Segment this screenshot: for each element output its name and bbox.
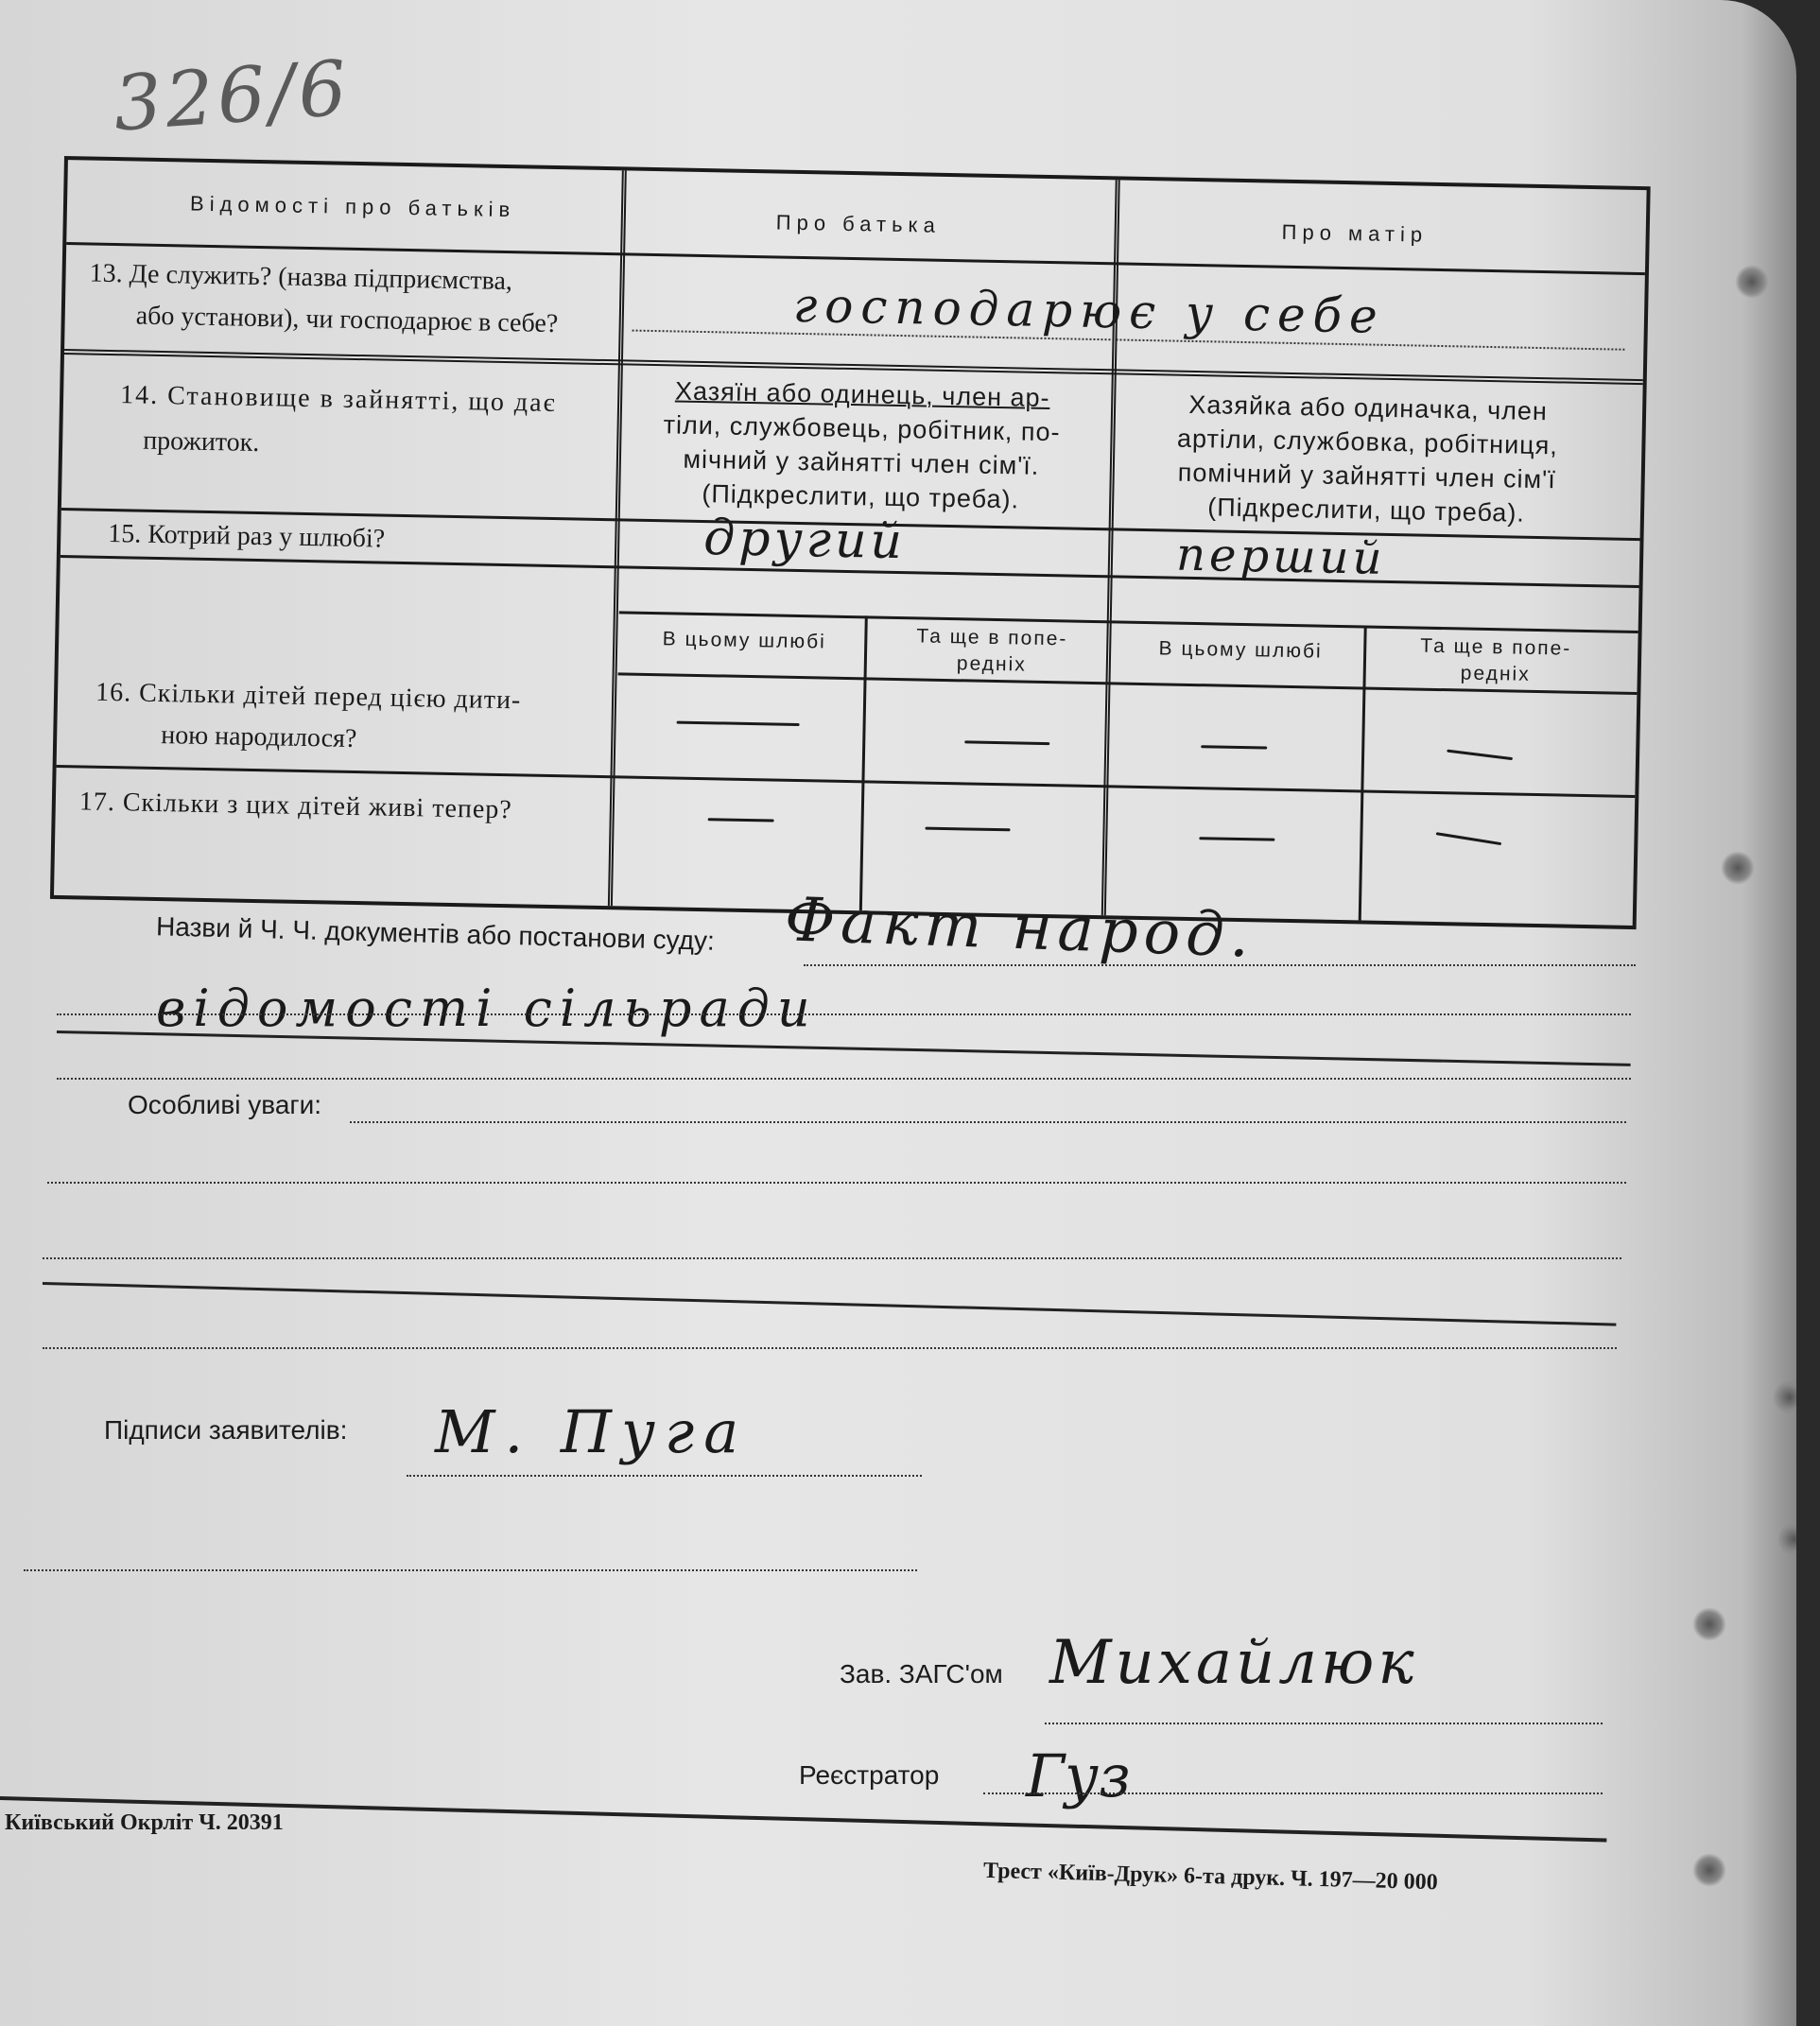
registrar-dotted-line [983,1792,1603,1794]
binding-hole-mark [1692,1607,1726,1641]
q13-label-line2: або установи), чи господарює в себе? [135,301,559,339]
table-row-16 [57,558,1639,798]
q15-label: 15. Котрий раз у шлюбі? [108,518,386,554]
signatures-dotted-line2 [24,1569,917,1571]
head-zags-label: Зав. ЗАГС'ом [840,1659,1003,1688]
signatures-label: Підписи заявителів: [104,1415,348,1445]
registrar-signature: Гуз [1026,1741,1131,1810]
q16-father-prev-line2: редніх [956,652,1028,676]
q16-father-prev-line1: Та ще в попе- [916,625,1068,650]
documents-solid-line [57,1030,1631,1066]
q14-father-line3: мічний у зайнятті член сім'ї. [683,444,1040,480]
documents-dotted-line3 [57,1078,1631,1080]
q16-label-line1: 16. Скільки дітей перед цією дити- [95,677,522,716]
archive-number: 326/6 [111,43,354,148]
q13-answer-handwritten: господарює у себе [792,277,1386,344]
q13-label-line1: 13. Де служить? (назва підприємства, [89,258,513,297]
q16-mother-prev-marriage [1373,632,1620,690]
q14-father-line1: Хазяїн або одинець, член ар- [674,376,1050,413]
remarks-solid-line [43,1282,1617,1326]
q16-mother-prev-line2: редніх [1460,662,1531,685]
q14-label-line1: 14. Становище в зайнятті, що дає [119,380,557,419]
q15-mother-answer: перший [1175,528,1386,585]
q16-mother-this-dash [1201,745,1267,749]
footer-right-imprint: Трест «Київ-Друк» 6-та друк. Ч. 197—20 000 [982,1858,1439,1896]
q14-mother-options [1116,386,1620,531]
q14-father-line4: (Підкреслити, що треба). [702,479,1020,514]
q15-father-answer: другий [702,510,907,571]
binding-hole-mark [1721,851,1755,885]
parents-info-table [50,156,1651,929]
q16-father-prev-dash [964,740,1049,745]
head-zags-dotted-line [1045,1723,1603,1724]
q16-mother-prev-line1: Та ще в попе- [1420,634,1572,660]
q14-mother-line1: Хазяйка або одиначка, член [1188,390,1549,426]
remarks-dotted-line2 [47,1182,1626,1184]
header-mother: Про матір [1281,219,1429,247]
binding-hole-mark [1735,265,1769,299]
header-father: Про батька [775,210,942,237]
q17-label: 17. Скільки з цих дітей живі тепер? [78,787,513,825]
documents-dotted-line2 [57,1013,1631,1015]
remarks-label: Особливі уваги: [128,1090,322,1119]
q17-father-prev-dash [925,827,1010,832]
documents-dotted-line1 [804,964,1636,966]
q17-father-this-dash [708,818,774,822]
header-parents-info: Відомості про батьків [189,191,516,222]
registrar-label: Реєстратор [799,1760,940,1790]
q16-father-prev-marriage [874,623,1111,681]
q16-mother-prev-dash [1447,750,1513,761]
q14-label-line2: прожиток. [142,425,260,459]
binding-hole-mark [1773,1380,1796,1414]
remarks-dotted-line4 [43,1347,1617,1349]
footer-left-imprint: Київський Окрліт Ч. 20391 [5,1810,284,1835]
q16-father-this-marriage: В цьому шлюбі [662,628,827,653]
q16-label-line2: ною народилося? [160,720,357,754]
remarks-dotted-line3 [43,1257,1621,1259]
remarks-dotted-line1 [350,1121,1626,1123]
q14-father-options [619,372,1104,518]
binding-hole-mark [1692,1853,1726,1887]
head-zags-signature: Михайлюк [1049,1628,1418,1698]
q14-mother-line2: артіли, службовка, робітниця, [1176,424,1559,460]
q16-father-this-dash [677,721,800,726]
documents-value-line1: Факт народ. [783,885,1257,972]
applicant-signature: М. Пуга [435,1397,749,1466]
documents-label: Назви й Ч. Ч. документів або постанови суду: [155,911,716,956]
q16-mother-this-marriage: В цьому шлюбі [1158,637,1323,663]
q17-mother-prev-dash [1436,832,1502,845]
q17-mother-this-dash [1199,837,1274,841]
q14-father-line2: тіли, службовець, робітник, по- [663,410,1061,447]
q14-mother-line3: помічний у зайнятті член сім'ї [1177,458,1557,494]
binding-hole-mark [1777,1522,1796,1556]
documents-value-line2: відомості сільради [156,978,818,1038]
q14-mother-line4: (Підкреслити, що треба). [1206,493,1526,528]
signatures-dotted-line1 [407,1475,922,1477]
